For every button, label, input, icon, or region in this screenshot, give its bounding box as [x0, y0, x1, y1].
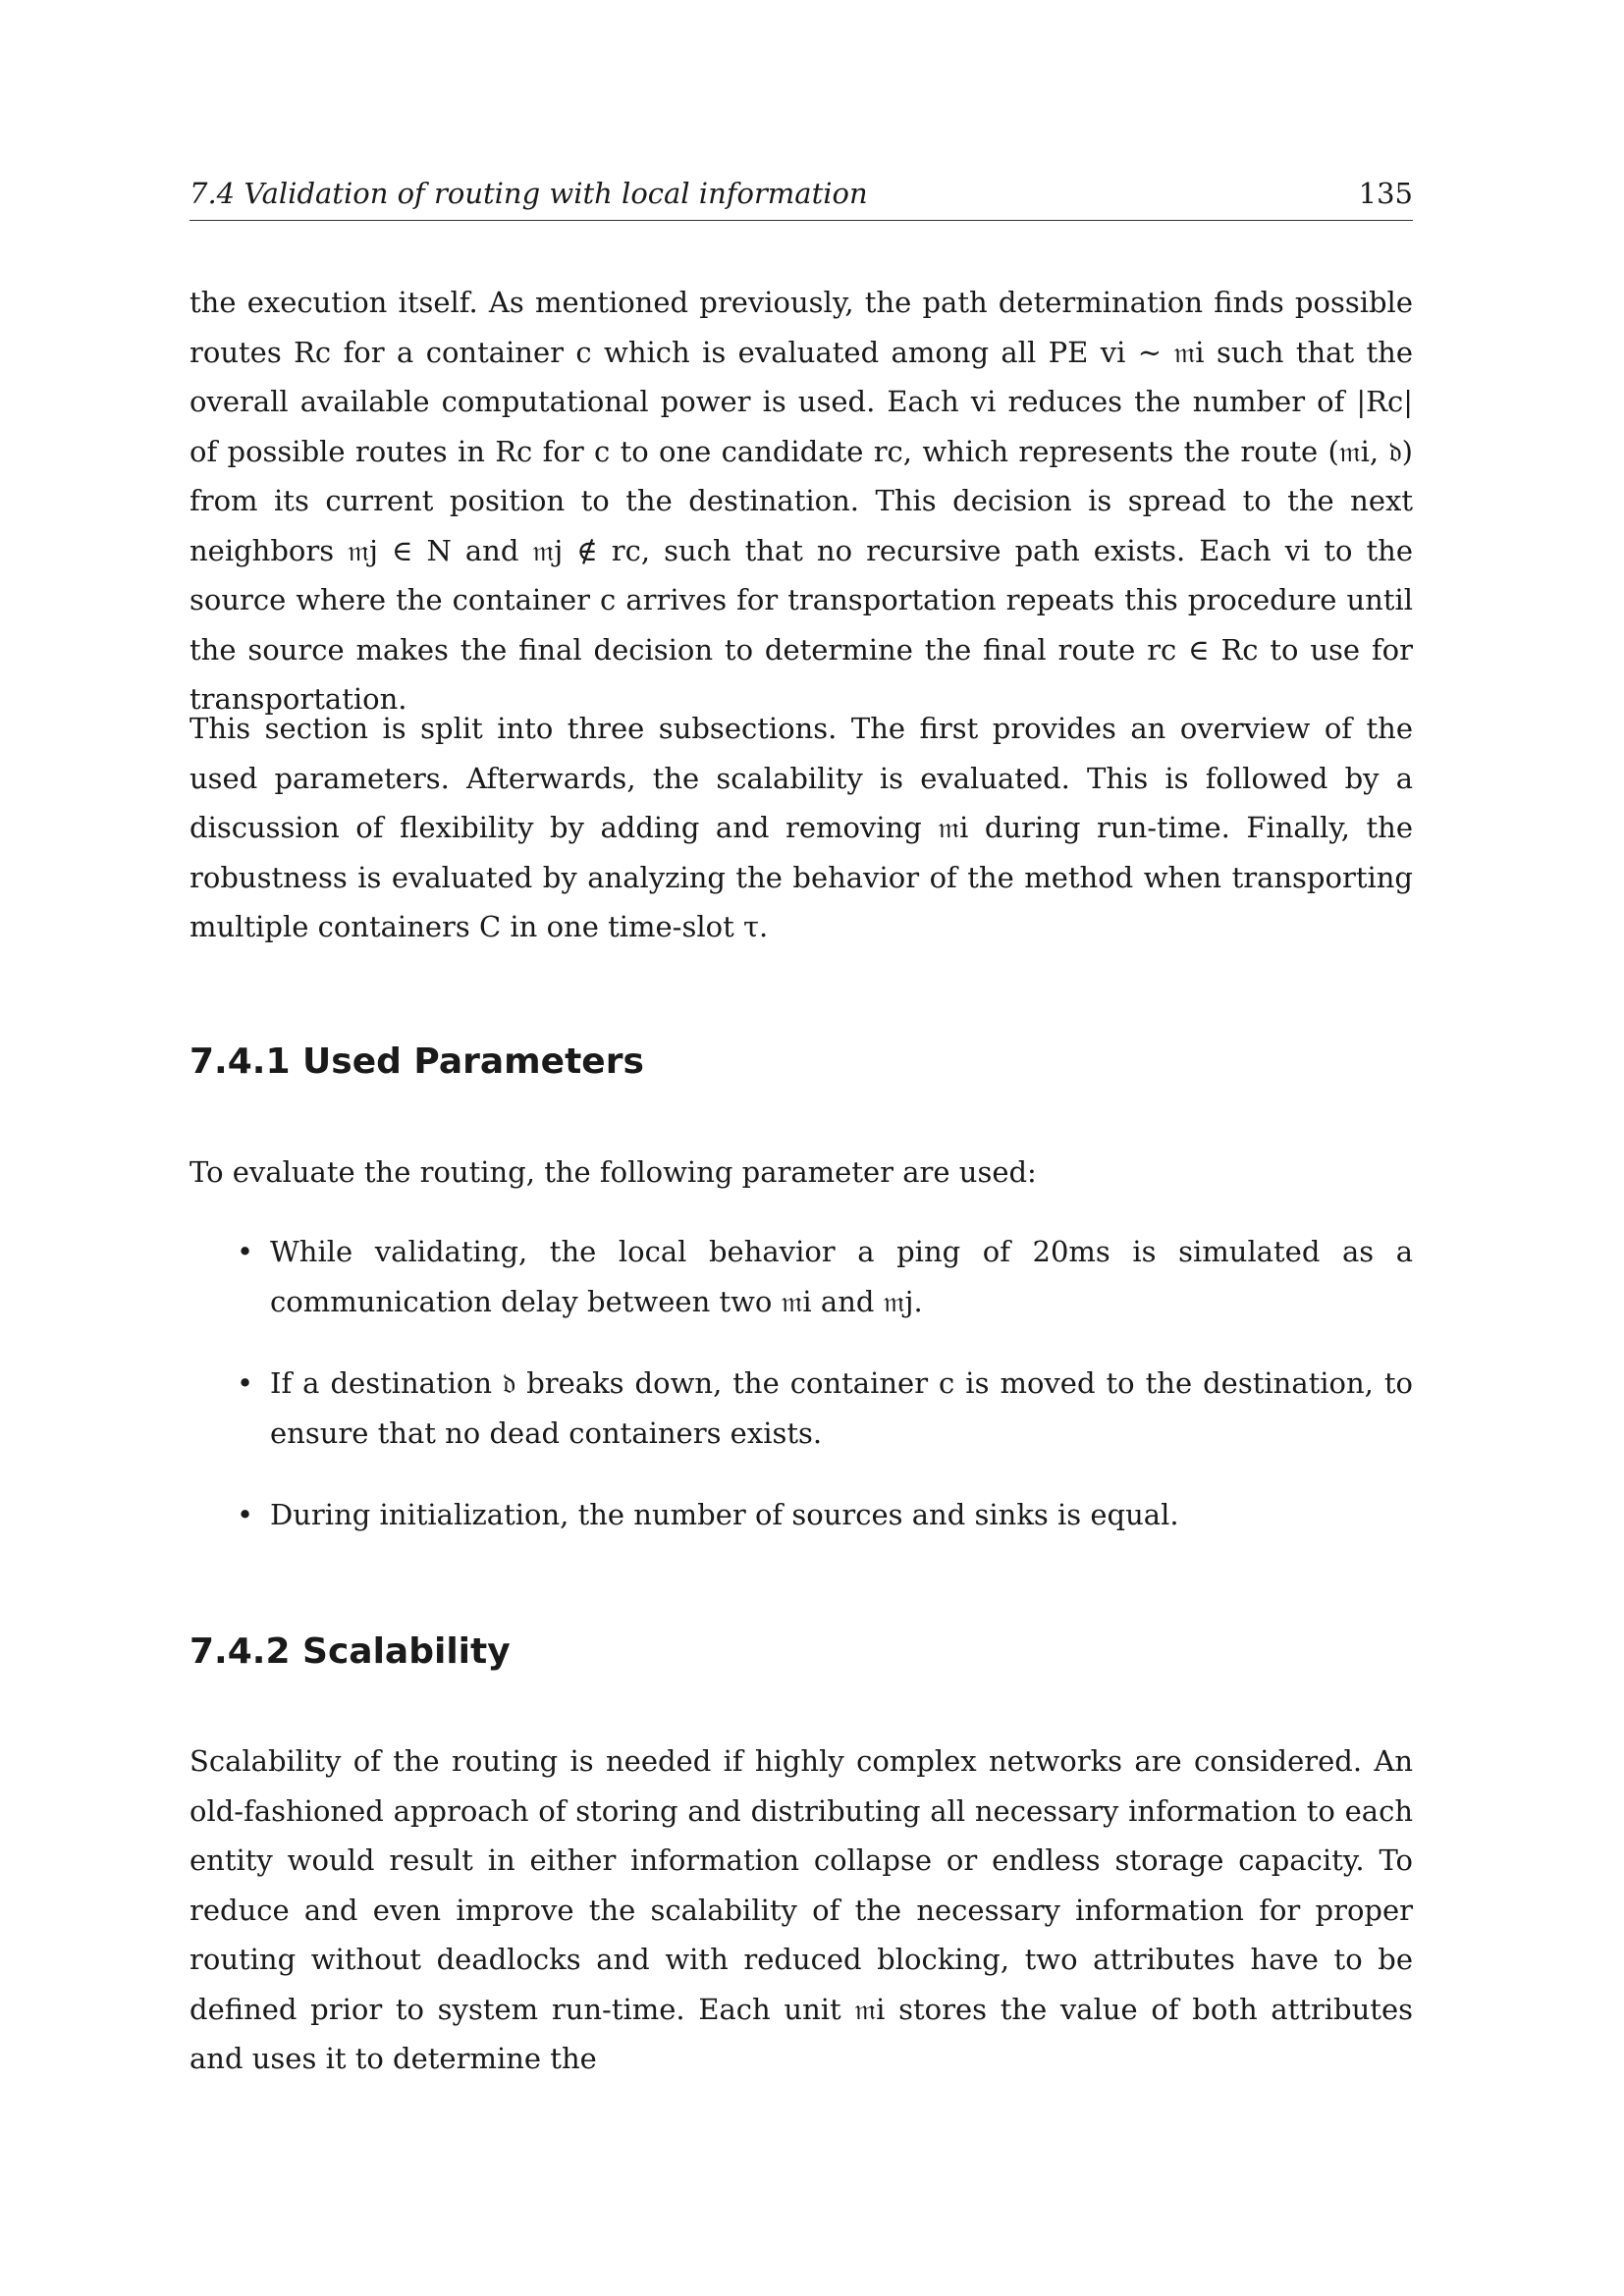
paragraph-scalability: Scalability of the routing is needed if highly complex networks are considered. An old-fashioned approach of storing and distributing all necessary information to each entity would result in either information collapse or endless storage capacity. To reduce and even improve the scalability of the necessary information for proper routing without deadlocks and with reduced blocking, two attributes have to be defined prior to system run-time. Each unit 𝔪i stores the value of both attributes and uses it to determine the — [189, 1744, 1413, 2075]
list-item-text: During initialization, the number of sources and sinks is equal. — [270, 1498, 1179, 1531]
list-item-text: If a destination 𝔡 breaks down, the container c is moved to the destination, to ensure that no dead containers exists. — [270, 1366, 1413, 1450]
list-item — [189, 1359, 1413, 1458]
paragraph-section-overview: This section is split into three subsections. The first provides an overview of the used parameters. Afterwards, the scalability is evaluated. This is followed by a discussion of flexibility by adding and removing 𝔪i during run-time. Finally, the robustness is evaluated by analyzing the behavior of the method when transporting multiple containers C in one time-slot τ. — [189, 712, 1413, 943]
list-item — [189, 1490, 1413, 1540]
page-number: 135 — [1358, 177, 1413, 210]
running-header — [189, 177, 1413, 221]
section-heading-used-parameters: 7.4.1 Used Parameters — [189, 1041, 644, 1082]
parameter-list — [189, 1227, 1413, 1540]
bullet-icon: • — [237, 1498, 254, 1531]
list-item — [189, 1227, 1413, 1326]
bullet-icon: • — [237, 1366, 254, 1400]
paragraph-routing-procedure: the execution itself. As mentioned previously, the path determination finds possible routes Rc for a container c which is evaluated among all PE vi ∼ 𝔪i such that the overall available computational power is used. Each vi reduces the number of |Rc| of possible routes in Rc for c to one candidate rc, which represents the route (𝔪i, 𝔡) from its current position to the destination. This decision is spread to the next neighbors 𝔪j ∈ N and 𝔪j ∉ rc, such that no recursive path exists. Each vi to the source where the container c arrives for transportation repeats this procedure until the source makes the final decision to determine the final route rc ∈ Rc to use for transportation. — [189, 286, 1413, 716]
section-heading-scalability: 7.4.2 Scalability — [189, 1631, 511, 1672]
list-item-text: While validating, the local behavior a ping of 20ms is simulated as a communication delay between two 𝔪i and 𝔪j. — [270, 1235, 1413, 1318]
running-title: 7.4 Validation of routing with local information — [189, 177, 868, 210]
bullet-icon: • — [237, 1235, 254, 1268]
paragraph-parameters-intro: To evaluate the routing, the following parameter are used: — [189, 1155, 1037, 1189]
